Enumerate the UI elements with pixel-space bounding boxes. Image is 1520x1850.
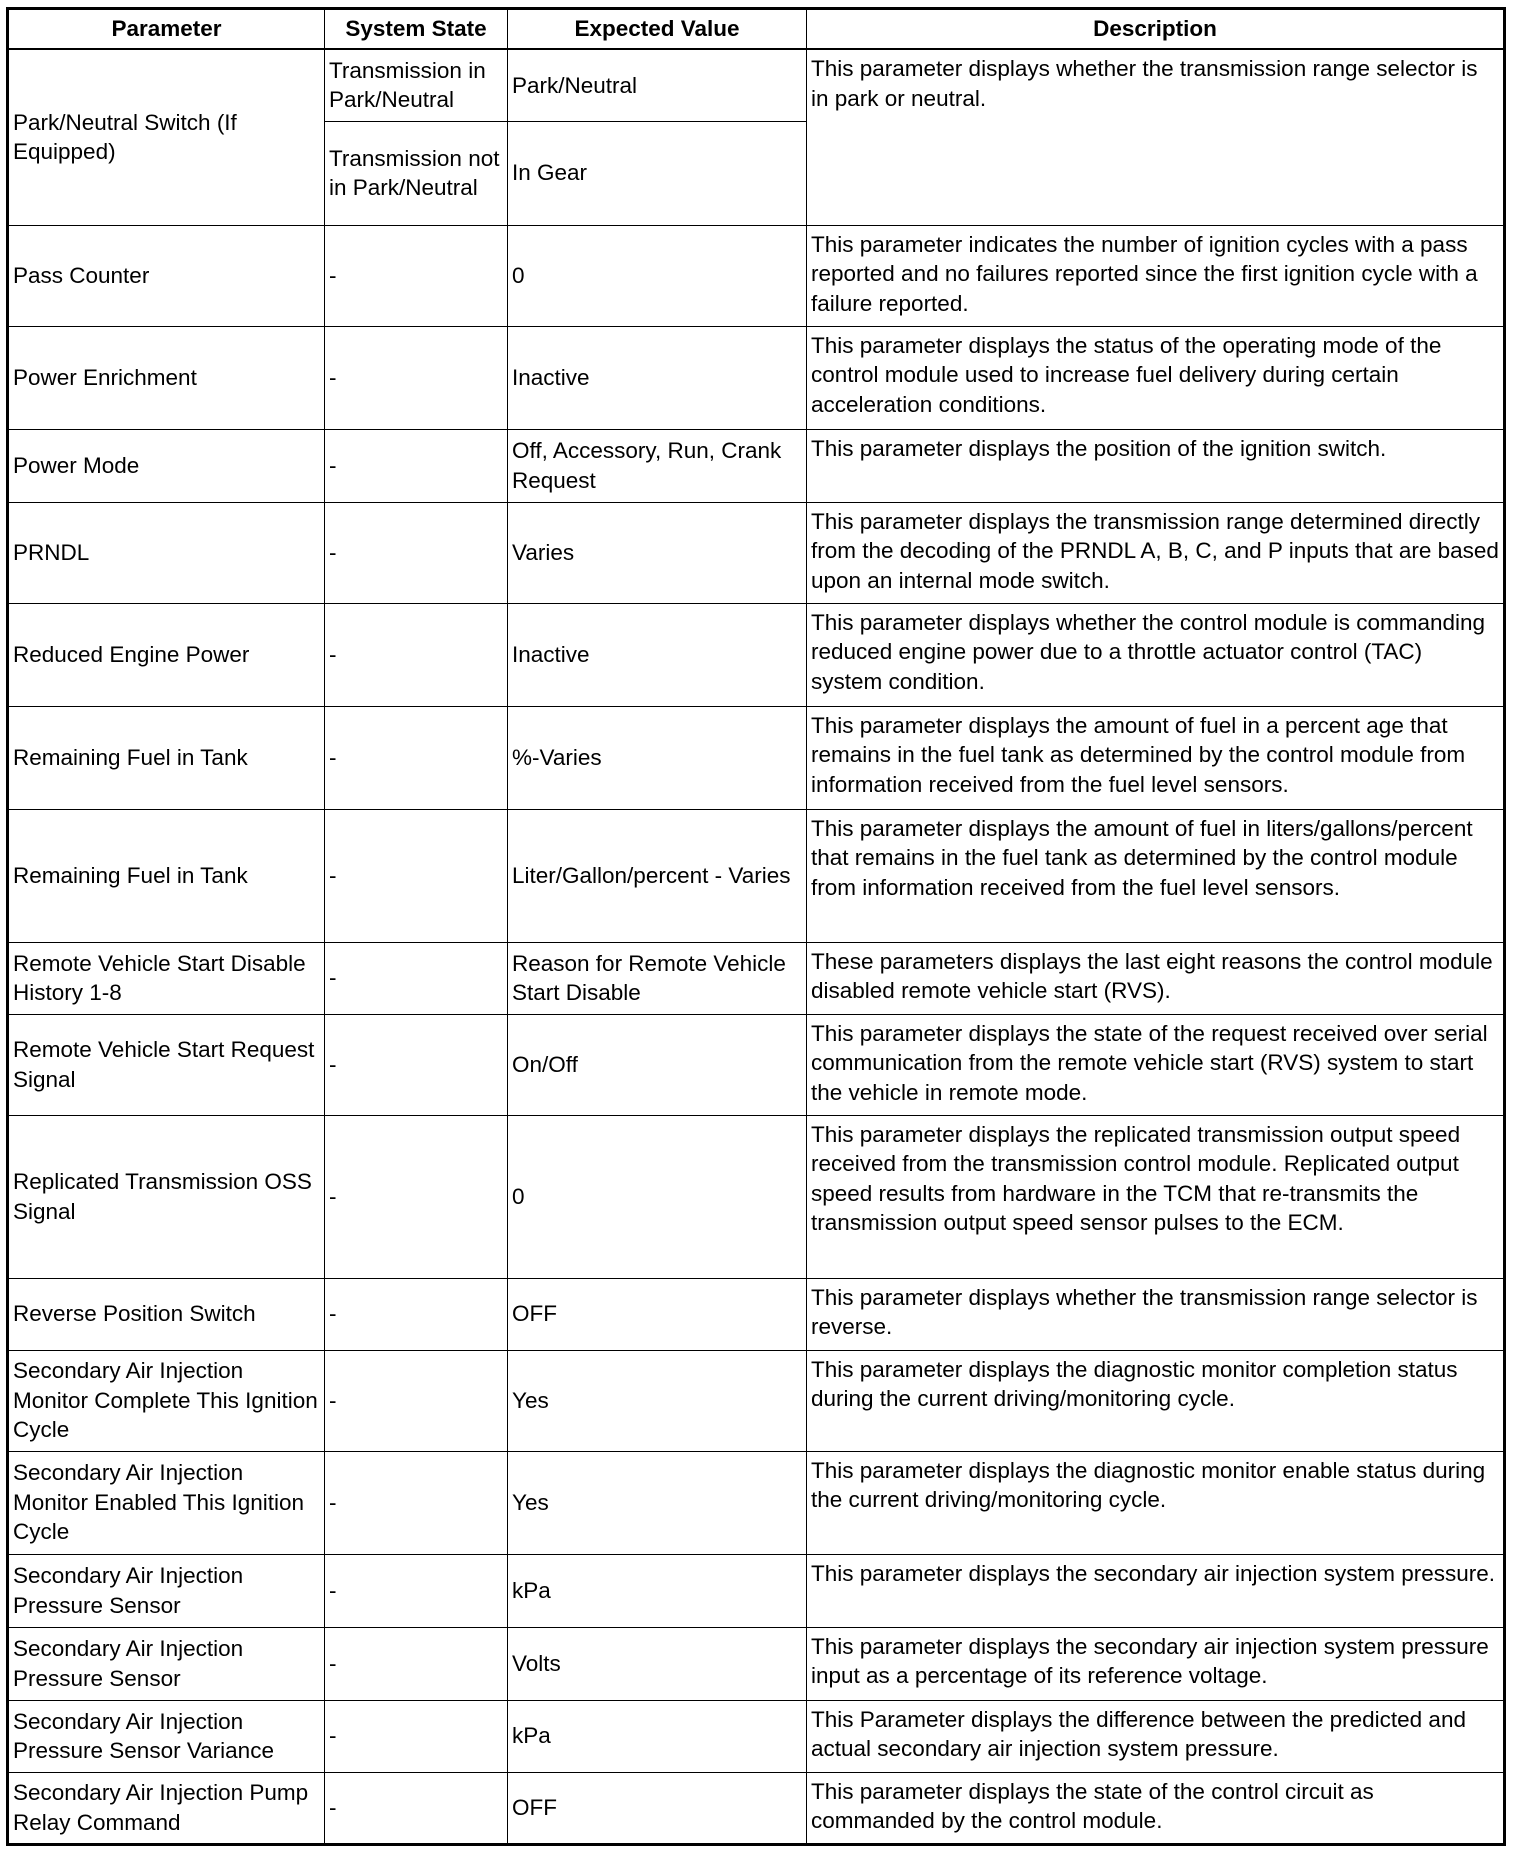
system-state-cell: - — [325, 706, 508, 809]
parameter-cell: Power Enrichment — [8, 326, 325, 429]
table-row — [8, 1700, 1505, 1772]
parameter-cell: Remote Vehicle Start Request Signal — [8, 1014, 325, 1115]
expected-value-cell: In Gear — [508, 121, 807, 225]
table-row — [8, 326, 1505, 429]
table-row — [8, 502, 1505, 603]
description-cell: This parameter indicates the number of ignition cycles with a pass reported and no failures reported since the first ignition cycle with a failure reported. — [807, 225, 1505, 326]
table-row — [8, 1278, 1505, 1350]
parameter-table — [6, 7, 1506, 1846]
table-row — [8, 1554, 1505, 1627]
system-state-cell: - — [325, 1014, 508, 1115]
description-cell: This parameter displays whether the transmission range selector is in park or neutral. — [807, 49, 1505, 225]
expected-value-cell: Liter/Gallon/percent - Varies — [508, 809, 807, 942]
parameter-cell: Reduced Engine Power — [8, 603, 325, 706]
table-row — [8, 1115, 1505, 1278]
parameter-cell: Remaining Fuel in Tank — [8, 706, 325, 809]
table-row — [8, 1627, 1505, 1700]
description-cell: This parameter displays whether the transmission range selector is reverse. — [807, 1278, 1505, 1350]
parameter-cell: PRNDL — [8, 502, 325, 603]
parameter-cell: Secondary Air Injection Pressure Sensor — [8, 1627, 325, 1700]
system-state-cell: - — [325, 1772, 508, 1844]
parameter-cell: Reverse Position Switch — [8, 1278, 325, 1350]
parameter-cell: Remote Vehicle Start Disable History 1-8 — [8, 942, 325, 1014]
table-row — [8, 225, 1505, 326]
expected-value-cell: Park/Neutral — [508, 49, 807, 121]
description-cell: This parameter displays the diagnostic monitor completion status during the current driving/monitoring cycle. — [807, 1350, 1505, 1451]
system-state-cell: - — [325, 1115, 508, 1278]
description-cell: This parameter displays the status of the operating mode of the control module used to increase fuel delivery during certain acceleration conditions. — [807, 326, 1505, 429]
description-cell: These parameters displays the last eight reasons the control module disabled remote vehicle start (RVS). — [807, 942, 1505, 1014]
table-row — [8, 603, 1505, 706]
table-row — [8, 1350, 1505, 1451]
parameter-cell: Secondary Air Injection Pressure Sensor Variance — [8, 1700, 325, 1772]
expected-value-cell: Yes — [508, 1350, 807, 1451]
parameter-cell: Secondary Air Injection Monitor Complete This Ignition Cycle — [8, 1350, 325, 1451]
system-state-cell: - — [325, 1627, 508, 1700]
table-row — [8, 706, 1505, 809]
table-row — [8, 429, 1505, 502]
expected-value-cell: %-Varies — [508, 706, 807, 809]
expected-value-cell: 0 — [508, 1115, 807, 1278]
description-cell: This parameter displays the diagnostic monitor enable status during the current driving/monitoring cycle. — [807, 1451, 1505, 1554]
description-cell: This parameter displays the state of the request received over serial communication from the remote vehicle start (RVS) system to start the vehicle in remote mode. — [807, 1014, 1505, 1115]
header-expected-value: Expected Value — [508, 9, 807, 50]
system-state-cell: Transmission in Park/Neutral — [325, 49, 508, 121]
system-state-cell: - — [325, 502, 508, 603]
parameter-cell: Secondary Air Injection Pressure Sensor — [8, 1554, 325, 1627]
table-row — [8, 1014, 1505, 1115]
expected-value-cell: kPa — [508, 1700, 807, 1772]
parameter-cell: Secondary Air Injection Pump Relay Command — [8, 1772, 325, 1844]
header-row — [8, 9, 1505, 50]
system-state-cell: - — [325, 429, 508, 502]
expected-value-cell: OFF — [508, 1772, 807, 1844]
system-state-cell: - — [325, 942, 508, 1014]
system-state-cell: - — [325, 326, 508, 429]
parameter-cell: Replicated Transmission OSS Signal — [8, 1115, 325, 1278]
expected-value-cell: Yes — [508, 1451, 807, 1554]
expected-value-cell: Varies — [508, 502, 807, 603]
parameter-cell: Remaining Fuel in Tank — [8, 809, 325, 942]
description-cell: This parameter displays the position of the ignition switch. — [807, 429, 1505, 502]
expected-value-cell: Reason for Remote Vehicle Start Disable — [508, 942, 807, 1014]
system-state-cell: - — [325, 603, 508, 706]
system-state-cell: - — [325, 1700, 508, 1772]
parameter-cell: Pass Counter — [8, 225, 325, 326]
system-state-cell: - — [325, 225, 508, 326]
table-row — [8, 1451, 1505, 1554]
table-row — [8, 49, 1505, 121]
description-cell: This parameter displays the secondary air injection system pressure. — [807, 1554, 1505, 1627]
expected-value-cell: On/Off — [508, 1014, 807, 1115]
table-row — [8, 809, 1505, 942]
expected-value-cell: Inactive — [508, 326, 807, 429]
description-cell: This parameter displays the amount of fuel in liters/gallons/percent that remains in the fuel tank as determined by the control module from information received from the fuel level sensors. — [807, 809, 1505, 942]
system-state-cell: - — [325, 1554, 508, 1627]
parameter-cell: Power Mode — [8, 429, 325, 502]
system-state-cell: Transmission not in Park/Neutral — [325, 121, 508, 225]
description-cell: This parameter displays the state of the control circuit as commanded by the control module. — [807, 1772, 1505, 1844]
expected-value-cell: Inactive — [508, 603, 807, 706]
system-state-cell: - — [325, 1278, 508, 1350]
description-cell: This parameter displays whether the control module is commanding reduced engine power due to a throttle actuator control (TAC) system condition. — [807, 603, 1505, 706]
system-state-cell: - — [325, 809, 508, 942]
expected-value-cell: kPa — [508, 1554, 807, 1627]
expected-value-cell: Volts — [508, 1627, 807, 1700]
description-cell: This Parameter displays the difference between the predicted and actual secondary air injection system pressure. — [807, 1700, 1505, 1772]
expected-value-cell: Off, Accessory, Run, Crank Request — [508, 429, 807, 502]
description-cell: This parameter displays the secondary air injection system pressure input as a percentage of its reference voltage. — [807, 1627, 1505, 1700]
description-cell: This parameter displays the replicated transmission output speed received from the transmission control module. Replicated output speed results from hardware in the TCM that re-transmits the transmission output speed sensor pulses to the ECM. — [807, 1115, 1505, 1278]
table-row — [8, 1772, 1505, 1844]
system-state-cell: - — [325, 1451, 508, 1554]
system-state-cell: - — [325, 1350, 508, 1451]
header-description: Description — [807, 9, 1505, 50]
header-system-state: System State — [325, 9, 508, 50]
parameter-cell: Park/Neutral Switch (If Equipped) — [8, 49, 325, 225]
description-cell: This parameter displays the amount of fuel in a percent age that remains in the fuel tank as determined by the control module from information received from the fuel level sensors. — [807, 706, 1505, 809]
header-parameter: Parameter — [8, 9, 325, 50]
expected-value-cell: OFF — [508, 1278, 807, 1350]
table-row — [8, 942, 1505, 1014]
parameter-cell: Secondary Air Injection Monitor Enabled This Ignition Cycle — [8, 1451, 325, 1554]
expected-value-cell: 0 — [508, 225, 807, 326]
description-cell: This parameter displays the transmission range determined directly from the decoding of the PRNDL A, B, C, and P inputs that are based upon an internal mode switch. — [807, 502, 1505, 603]
